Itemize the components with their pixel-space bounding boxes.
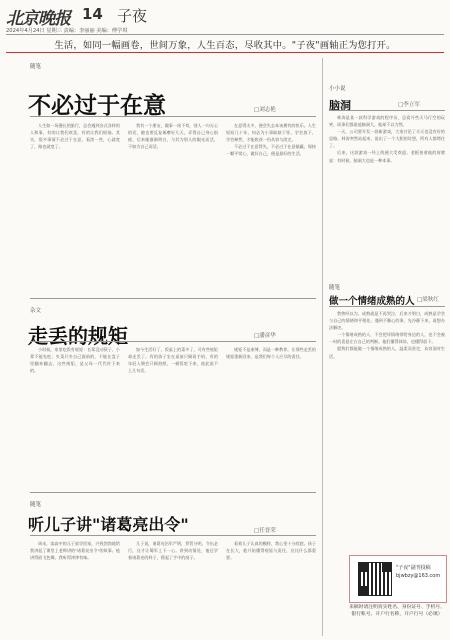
submission-email[interactable]: bjwbzy@163.com — [396, 573, 441, 579]
tagline-rule — [6, 52, 444, 53]
article1-title: 不必过于在意 — [28, 93, 166, 119]
article1-bottom-rule — [30, 298, 316, 299]
sidebar1-title-rule — [329, 110, 445, 111]
article3-body — [30, 540, 316, 636]
article1-title-rule — [30, 116, 316, 117]
masthead-rule — [6, 34, 444, 35]
article2-bottom-rule — [30, 492, 316, 493]
submission-info — [396, 564, 444, 580]
sidebar2-paragraph: 一个情绪成熟的人，不会把坏情绪带给身边的人，也不会被一时的喜怒左右自己的判断。他们懂得体谅，也懂得放下。 — [329, 332, 445, 345]
article1-paragraph: 不必过于在意得失，不必过于在意输赢，保持一颗平常心，做好自己，便是最好的生活。 — [226, 144, 316, 157]
sidebar1-title: 脑洞 — [329, 99, 351, 112]
article3-paragraph: 看着儿子认真的模样，我心里十分欣慰。孩子在长大，他开始懂得规矩与责任，这比什么都重要。 — [226, 541, 316, 561]
page-tagline: 生活，如同一幅画卷，世间万象，人生百态，尽收其中。"子夜"画轴正为您打开。 — [54, 40, 396, 51]
submission-label: "子夜"副刊投稿 — [396, 565, 431, 571]
sidebar1-paragraph: 后来，这款游戏一经上线便大受欢迎。老板拍着他的肩膀说：有时候，脑洞大也是一种本事。 — [329, 150, 445, 163]
article2-author: □潘彦华 — [254, 333, 276, 339]
article1-paragraph: 人生如一场漫长的旅行，总会遇到各式各样的人和事，有的让我们欢喜，有的让我们烦恼。其实，很多事情不必过于在意，看淡一些，心就宽了，路也就宽了。 — [30, 123, 120, 150]
article3-title-rule — [30, 535, 316, 536]
submission-footnote: 来稿时请注明真实姓名、身份证号、手机号、银行账号、开户行名称，开户行号（必填） — [349, 605, 445, 617]
article2-paragraph: 如今生活好了，饭桌上的菜多了，可有些规矩却走丢了。有的孩子坐在桌前只顾看手机，有的年轻人聚会只顾拍照，一顿饭吃下来，彼此说不上几句话。 — [128, 347, 218, 374]
article3-kicker: 随笔 — [30, 502, 42, 508]
sidebar2-title-rule — [329, 306, 445, 307]
sidebar2-kicker: 随笔 — [329, 285, 341, 291]
article1-paragraph: 我有一个朋友，做事一丝不苟，别人一句无心的话，她也要反复琢磨好几天，弄得自己身心俱疲。后来她渐渐明白，与其为别人的眼光而活，不如为自己而活。 — [128, 123, 218, 150]
submission-promo-box — [349, 555, 447, 603]
article1-body — [30, 122, 316, 292]
article2-title-rule — [30, 341, 316, 342]
article2-body — [30, 346, 316, 486]
sidebar2-body — [329, 310, 445, 548]
article2-kicker: 杂文 — [30, 308, 42, 314]
article2-paragraph: 规矩不是束缚，而是一种教养。让那些走丢的规矩重新回来，是我们每个人应尽的责任。 — [226, 347, 316, 360]
article3-paragraph: 周末，读高中的儿子放学回家，兴致勃勃地给我讲起了课堂上老师讲的"诸葛亮出令"的故事。他讲得眉飞色舞，我听得津津有味。 — [30, 541, 120, 561]
sidebar2-paragraph: 愿我们都能做一个情绪成熟的人，温柔而坚定，从容面对生活。 — [329, 346, 445, 359]
article2-title: 走丢的规矩 — [28, 324, 128, 348]
article3-paragraph: 儿子说，诸葛亮治军严明，赏罚分明，令出必行，这才让蜀军上下一心。讲到动情处，他还学着诸葛亮的样子，摇起了手中的扇子。 — [128, 541, 218, 561]
article3-title: 听儿子讲"诸葛亮出令" — [28, 515, 189, 534]
newspaper-logo: 北京晚报 — [6, 9, 70, 29]
sidebar1-kicker: 小小说 — [329, 86, 346, 92]
article2-paragraph: 小时候，家里吃饭有规矩：长辈没动筷子，小辈不能先吃；夹菜只夹自己面前的，不能在盘子里翻来翻去。这些规矩，是父母一代代传下来的。 — [30, 347, 120, 374]
sidebar2-paragraph: 我曾经以为，成熟就是不再哭泣，后来才明白，成熟是学会与自己的情绪和平相处。遇到不顺心的事，先冷静下来，再想办法解决。 — [329, 311, 445, 331]
article3-author: □任晋荣 — [254, 528, 276, 534]
article1-author: □刘志艳 — [254, 107, 276, 113]
section-title: 子夜 — [117, 7, 148, 25]
sidebar2-title: 做一个情绪成熟的人 — [329, 296, 415, 307]
page-number: 14 — [82, 5, 103, 23]
sidebar2-author: □梁秋红 — [417, 297, 439, 303]
sidebar1-author: □李立军 — [398, 102, 420, 108]
issue-meta: 2024年4月24日 星期三 责编：李丽丽 美编：傅学琪 — [6, 28, 128, 34]
sidebar1-paragraph: 林涛是某一款科学游戏的程序员，总爱开些天马行空的玩笑。同事们都说他脑洞大，他却不以为然。 — [329, 115, 445, 128]
qr-code-icon[interactable] — [358, 562, 392, 596]
article1-paragraph: 在意得太多，便会失去本该拥有的快乐。人生短短几十年，何必为小事耿耿于怀。学会放下，学会释然，才能收获一份从容与淡定。 — [226, 123, 316, 143]
column-divider — [322, 58, 323, 636]
sidebar1-paragraph: 一天，公司要开发一款新游戏，大家讨论了半天也没有好的思路。林涛突然站起来，说出了一个大胆的设想，所有人都愣住了。 — [329, 129, 445, 149]
article1-kicker: 随笔 — [30, 64, 42, 70]
sidebar1-body — [329, 114, 445, 272]
